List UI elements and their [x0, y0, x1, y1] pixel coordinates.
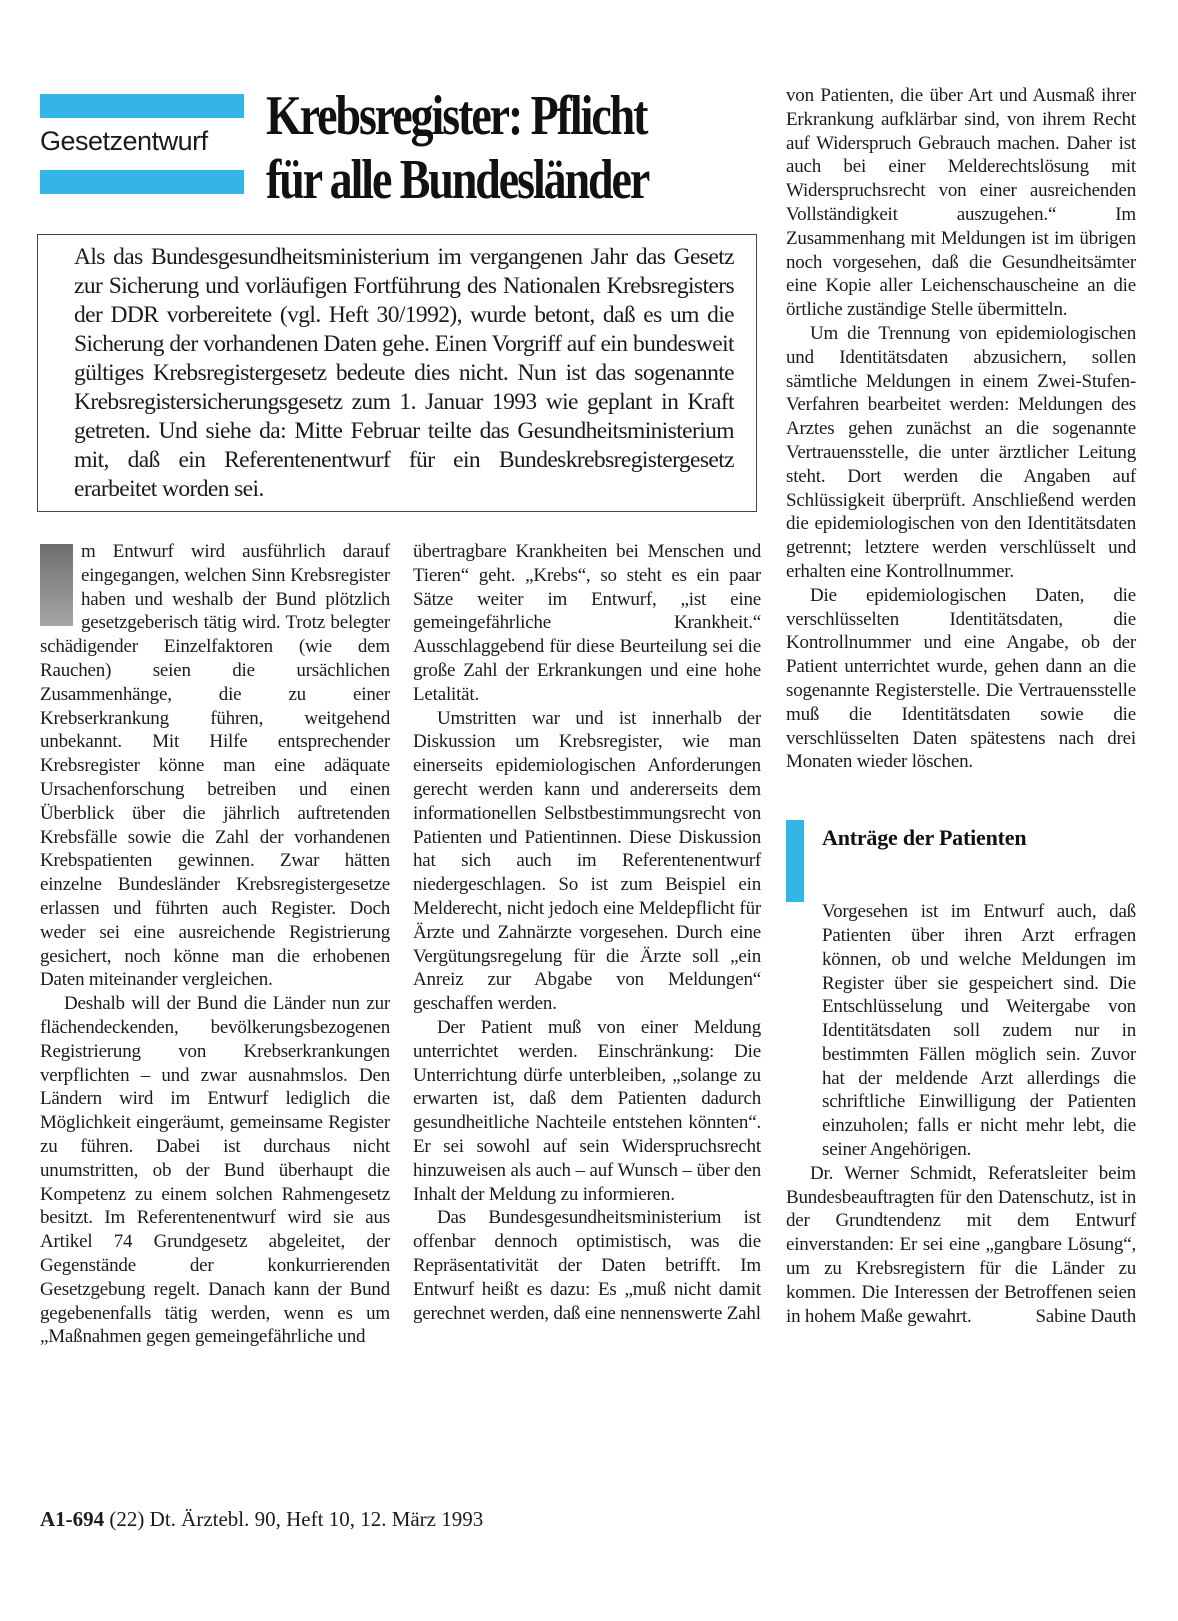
- paragraph: Um die Trennung von epidemiologischen und Identitätsdaten abzusichern, sollen sämtliche Meldungen in einem Zwei-Stufen-Verfahren bearbeitet werden: Meldungen des Arztes gehen zunächst an die sogenannte Vertrauensstelle, die unter ärztlicher Leitung steht. Dort werden die Angaben auf Schlüssigkeit überprüft. Anschließend werden die epidemiologischen von den Identitätsdaten getrennt; letztere werden verschlüsselt und erhalten eine Kontrollnummer.: [786, 322, 1136, 582]
- subheading-accent-bar: [786, 820, 804, 902]
- headline: [266, 84, 676, 212]
- paragraph: übertragbare Krankheiten bei Menschen und Tieren“ geht. „Krebs“, so steht es ein paar Sätze weiter im Entwurf, „ist eine gemeingefährliche Krankheit.“ Ausschlaggebend für diese Beurteilung sei die große Zahl der Erkrankungen und eine hohe Letalität.: [413, 541, 761, 705]
- kicker: [40, 94, 244, 194]
- subheading-title: Anträge der Patienten: [822, 825, 1027, 851]
- paragraph: Das Bundesgesundheitsministerium ist offenbar dennoch optimistisch, was die Repräsentativität der Daten betrifft. Im Entwurf heißt es dazu: Es „muß nicht damit gerechnet werden, daß eine nennenswerte Zahl: [413, 1207, 761, 1324]
- column-2: [413, 540, 761, 1325]
- paragraph: Die epidemiologischen Daten, die verschlüsselten Identitätsdaten, die Kontrollnummer und eine Angabe, ob der Patient unterrichtet wurde, gehen dann an die sogenannte Registerstelle. Die Vertrauensstelle muß die Identitätsdaten sowie die verschlüsselten Daten spätestens nach drei Monaten wieder löschen.: [786, 584, 1136, 773]
- paragraph: Der Patient muß von einer Meldung unterrichtet werden. Einschränkung: Die Unterrichtung dürfe unterbleiben, „solange zu erwarten ist, daß dem Patienten dadurch gesundheitliche Nachteile entstehen könnten“. Er sei sowohl auf sein Widerspruchsrecht hinzuweisen als auch – auf Wunsch – über den Inhalt der Meldung zu informieren.: [413, 1016, 761, 1205]
- paragraph: Vorgesehen ist im Entwurf auch, daß Patienten über ihren Arzt erfragen können, ob und welche Meldungen im Register über sie gespeichert sind. Die Entschlüsselung und Weitergabe von Identitätsdaten soll zudem nur in bestimmten Fällen möglich sein. Zuvor hat der meldende Arzt allerdings die schriftliche Einwilligung der Patienten einzuholen; falls er nicht mehr lebt, die seiner Angehörigen.: [822, 901, 1136, 1161]
- lead-box: [37, 234, 757, 512]
- kicker-bottom-bar: [40, 170, 244, 194]
- subheading: [786, 814, 1136, 894]
- column-3: [786, 84, 1136, 1328]
- drop-cap: [40, 544, 73, 626]
- headline-line-1: Krebsregister: Pflicht: [266, 85, 647, 147]
- page-code: A1-694: [40, 1507, 105, 1531]
- paragraph: Umstritten war und ist innerhalb der Diskussion um Krebsregister, wie man einerseits epidemiologischen Anforderungen gerecht werden kann und andererseits dem informationellen Selbstbestimmungsrecht von Patienten und Patientinnen. Diese Diskussion hat sich auch im Referentenentwurf niedergeschlagen. So ist zum Beispiel ein Melderecht, nicht jedoch eine Meldepflicht für Ärzte und Zahnärzte vorgesehen. Durch eine Vergütungsregelung für die Ärzte soll „ein Anreiz zur Abgabe von Meldungen“ geschaffen werden.: [413, 707, 761, 1015]
- paragraph-text: Dr. Werner Schmidt, Referatsleiter beim Bundesbeauftragten für den Datenschutz, ist in der Grundtendenz mit dem Entwurf einverstanden: Er sei eine „gangbare Lösung“, um zu Krebsregistern für die Länder zu kommen. Die Interessen der Betroffenen seien in hohem Maße gewahrt.: [786, 1162, 1136, 1327]
- kicker-label: Gesetzentwurf: [40, 126, 208, 156]
- paragraph: von Patienten, die über Art und Ausmaß ihrer Erkrankung aufklärbar sind, von ihrem Recht auf Widerspruch Gebrauch machen. Daher ist auch bei einer Melderechtslösung mit Widerspruchsrecht von einer ausreichenden Vollständigkeit auszugehen.“ Im Zusammenhang mit Meldungen ist im übrigen noch vorgesehen, daß die Gesundheitsämter eine Kopie aller Leichenschauscheine an die örtliche zuständige Stelle übermitteln.: [786, 85, 1136, 321]
- headline-line-2: für alle Bundesländer: [266, 149, 649, 211]
- author-signature: Sabine Dauth: [1035, 1305, 1136, 1327]
- citation: (22) Dt. Ärztebl. 90, Heft 10, 12. März 1993: [109, 1507, 484, 1531]
- kicker-top-bar: [40, 94, 244, 118]
- lead-text: Als das Bundesgesundheitsministerium im vergangenen Jahr das Gesetz zur Sicherung und vorläufigen Fortführung des Nationalen Krebsregisters der DDR vorbereitete (vgl. Heft 30/1992), wurde betont, daß es um die Sicherung der vorhandenen Daten gehe. Einen Vorgriff auf ein bundesweit gültiges Krebsregistergesetz bedeute dies nicht. Nun ist das sogenannte Krebsregistersicherungsgesetz zum 1. Januar 1993 wie geplant in Kraft getreten. Und siehe da: Mitte Februar teilte das Gesundheitsministerium mit, daß ein Referentenentwurf für ein Bundeskrebsregistergesetz erarbeitet worden sei.: [74, 244, 734, 502]
- paragraph: m Entwurf wird ausführlich darauf eingegangen, welchen Sinn Krebsregister haben und weshalb der Bund plötzlich gesetzgeberisch tätig wird. Trotz belegter schädigender Einzelfaktoren (wie dem Rauchen) seien die ursächlichen Zusammenhänge, die zu einer Krebserkrankung führen, weitgehend unbekannt. Mit Hilfe entsprechender Krebsregister könne man eine adäquate Ursachenforschung betreiben und einen Überblick über die jährlich auftretenden Krebsfälle sowie die Zahl der vorhandenen Krebspatienten gewinnen. Zwar hätten einzelne Bundesländer Krebsregistergesetze erlassen und führten auch Register. Doch weder sei eine ausreichende Registrierung gesichert, noch könne man die erhobenen Daten miteinander vergleichen.: [40, 541, 390, 991]
- page-footer: [40, 1506, 483, 1532]
- column-1: [40, 540, 390, 1349]
- paragraph: Deshalb will der Bund die Länder nun zur flächendeckenden, bevölkerungsbezogenen Registrierung von Krebserkrankungen verpflichten – und zwar ausnahmslos. Den Ländern wird im Entwurf lediglich die Möglichkeit eingeräumt, gemeinsame Register zu führen. Dabei ist durchaus nicht unumstritten, ob der Bund überhaupt die Kompetenz zu einem solchen Rahmengesetz besitzt. Im Referentenentwurf wird sie aus Artikel 74 Grundgesetz abgeleitet, der Gegenstände der konkurrierenden Gesetzgebung regelt. Danach kann der Bund gegebenenfalls tätig werden, wenn es um „Maßnahmen gegen gemeingefährliche und: [40, 993, 390, 1348]
- paragraph: [786, 1162, 1136, 1329]
